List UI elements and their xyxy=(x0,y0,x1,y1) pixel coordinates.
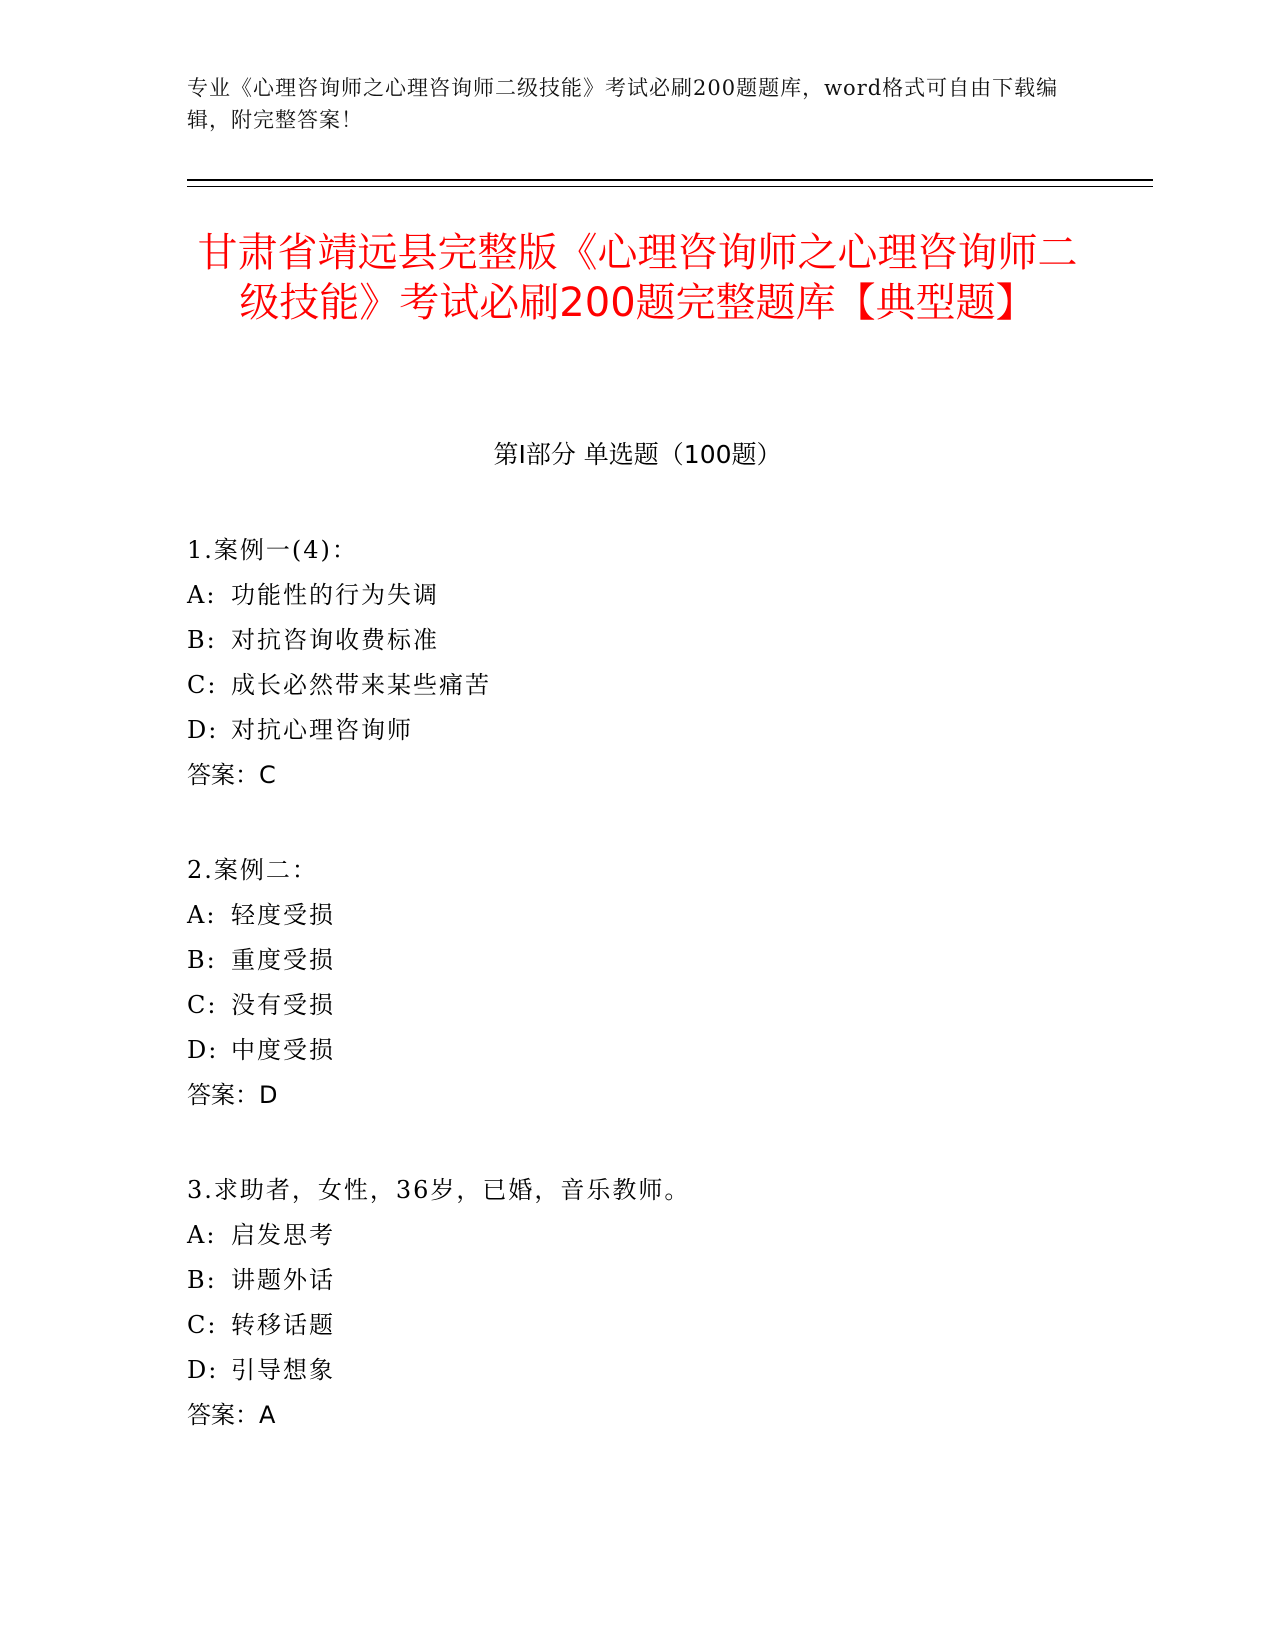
question-stem: 3.求助者，女性，36岁，已婚，音乐教师。 xyxy=(187,1176,691,1204)
option-letter: C: xyxy=(187,991,218,1019)
option-text: 启发思考 xyxy=(231,1221,335,1249)
option-text: 对抗心理咨询师 xyxy=(231,716,413,744)
option-d xyxy=(187,1348,1087,1393)
header-note: 专业《心理咨询师之心理咨询师二级技能》考试必刷200题题库，word格式可自由下载编辑，附完整答案！ xyxy=(187,76,1059,132)
option-text: 轻度受损 xyxy=(231,901,335,929)
option-a xyxy=(187,893,1087,938)
option-letter: A: xyxy=(187,1221,217,1249)
answer-line: 答案：D xyxy=(187,1081,278,1109)
option-b xyxy=(187,1258,1087,1303)
document-title: 甘肃省靖远县完整版《心理咨询师之心理咨询师二级技能》考试必刷200题完整题库【典型题】 xyxy=(197,230,1078,326)
option-letter: D: xyxy=(187,1356,219,1384)
option-d xyxy=(187,708,1087,753)
option-text: 转移话题 xyxy=(231,1311,335,1339)
option-letter: A: xyxy=(187,901,217,929)
header-divider-thick xyxy=(187,179,1153,181)
option-text: 中度受损 xyxy=(231,1036,335,1064)
option-text: 功能性的行为失调 xyxy=(231,581,439,609)
option-text: 对抗咨询收费标准 xyxy=(231,626,439,654)
option-text: 引导想象 xyxy=(231,1356,335,1384)
header-divider-thin xyxy=(187,186,1153,187)
question-1 xyxy=(187,528,1087,798)
option-b xyxy=(187,618,1087,663)
option-letter: B: xyxy=(187,946,217,974)
option-b xyxy=(187,938,1087,983)
answer-line: 答案：C xyxy=(187,761,276,789)
option-text: 讲题外话 xyxy=(231,1266,335,1294)
option-letter: D: xyxy=(187,1036,219,1064)
option-c xyxy=(187,663,1087,708)
option-letter: B: xyxy=(187,1266,217,1294)
option-letter: B: xyxy=(187,626,217,654)
option-letter: C: xyxy=(187,1311,218,1339)
answer-line: 答案：A xyxy=(187,1401,276,1429)
question-stem: 2.案例二： xyxy=(187,856,318,884)
question-2 xyxy=(187,848,1087,1118)
option-letter: A: xyxy=(187,581,217,609)
option-a xyxy=(187,1213,1087,1258)
option-a xyxy=(187,573,1087,618)
option-c xyxy=(187,1303,1087,1348)
section-title: 第Ⅰ部分 单选题（100题） xyxy=(493,440,782,469)
question-stem: 1.案例一(4)： xyxy=(187,536,358,564)
option-c xyxy=(187,983,1087,1028)
option-text: 重度受损 xyxy=(231,946,335,974)
option-d xyxy=(187,1028,1087,1073)
question-3 xyxy=(187,1168,1087,1438)
option-text: 没有受损 xyxy=(231,991,335,1019)
option-letter: C: xyxy=(187,671,218,699)
option-letter: D: xyxy=(187,716,219,744)
option-text: 成长必然带来某些痛苦 xyxy=(231,671,491,699)
